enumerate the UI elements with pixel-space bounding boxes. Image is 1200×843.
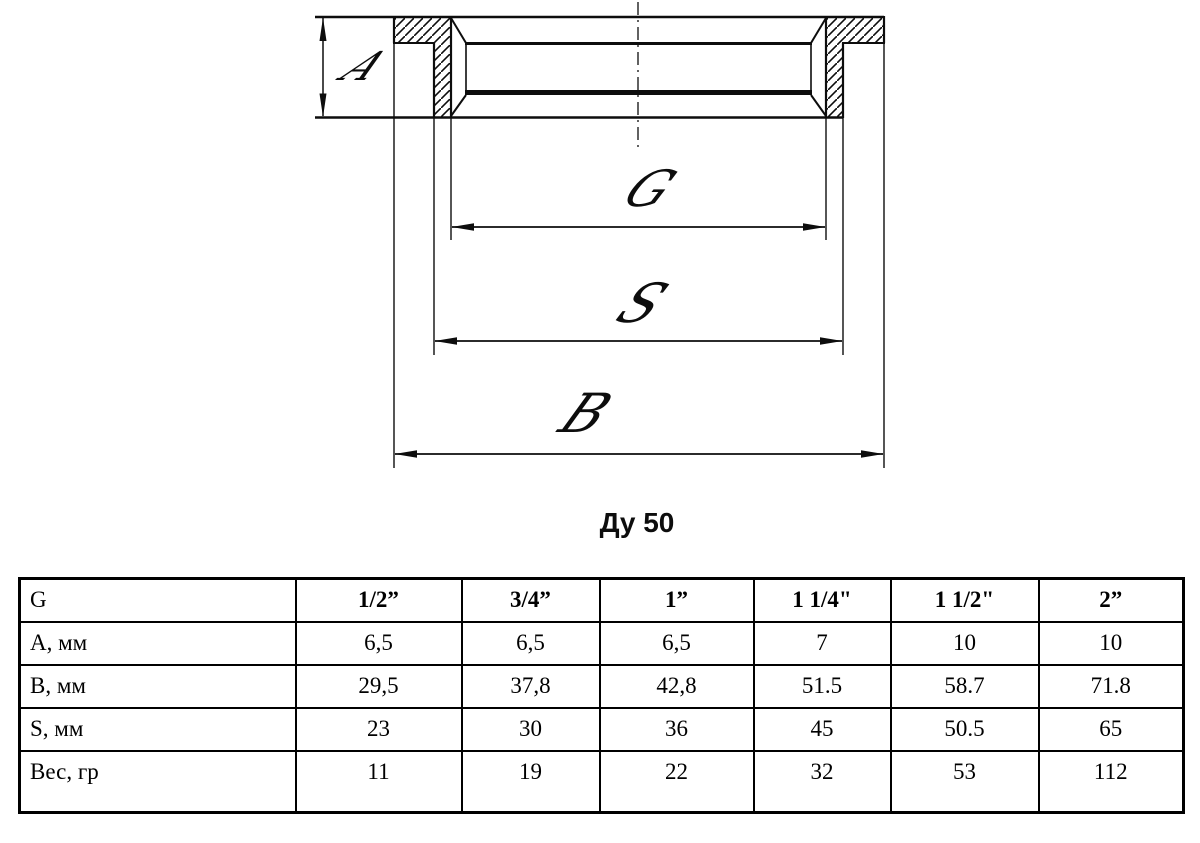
table-cell: 6,5 [600,622,754,665]
dim-b-label: B [549,381,623,446]
dim-s-label: S [605,272,679,335]
table-cell: 36 [600,708,754,751]
left-top-chamfer [451,18,466,43]
header-cell-size-3: 1” [600,579,754,622]
table-cell: 6,5 [296,622,462,665]
dimension-b [394,43,884,468]
table-row-weight [20,751,1184,813]
table-cell: 71.8 [1039,665,1184,708]
table-cell: 23 [296,708,462,751]
table-cell: 11 [296,751,462,813]
dim-b-arrow-left [395,450,418,457]
header-cell-size-5: 1 1/2" [891,579,1039,622]
dim-g-arrow-right [803,223,826,230]
table-cell: 53 [891,751,1039,813]
table-cell: 22 [600,751,754,813]
dim-g-arrow-left [452,223,475,230]
table-cell: 42,8 [600,665,754,708]
table-row-b [20,665,1184,708]
table-cell: 51.5 [754,665,891,708]
dim-a-arrow-down [320,94,327,118]
row-label: В, мм [20,665,296,708]
dimensions-table [18,577,1185,814]
table-cell: 10 [891,622,1039,665]
table-header-row [20,579,1184,622]
header-cell-g: G [20,579,296,622]
header-cell-size-2: 3/4” [462,579,600,622]
row-label: Вес, гр [20,751,296,813]
dim-s-arrow-right [820,337,843,344]
dim-a-label: A [328,43,400,91]
dim-a-arrow-up [320,18,327,42]
table-cell: 65 [1039,708,1184,751]
table-cell: 10 [1039,622,1184,665]
dim-b-arrow-right [861,450,884,457]
table-row-a [20,622,1184,665]
table-cell: 30 [462,708,600,751]
row-label: S, мм [20,708,296,751]
table-cell: 58.7 [891,665,1039,708]
drawing-caption: Ду 50 [599,507,675,538]
dim-g-label: G [613,159,687,219]
dim-s-arrow-left [435,337,458,344]
left-flange-section [394,17,451,117]
left-bottom-chamfer [451,95,466,116]
right-top-chamfer [811,18,826,43]
dimension-a [320,18,327,118]
header-cell-size-4: 1 1/4" [754,579,891,622]
header-cell-size-6: 2” [1039,579,1184,622]
table-cell: 29,5 [296,665,462,708]
table-cell: 19 [462,751,600,813]
header-cell-size-1: 1/2” [296,579,462,622]
right-flange-section [826,17,884,117]
table-cell: 45 [754,708,891,751]
table-cell: 6,5 [462,622,600,665]
right-bottom-chamfer [811,95,826,116]
table-cell: 50.5 [891,708,1039,751]
row-label: А, мм [20,622,296,665]
table-cell: 7 [754,622,891,665]
table-cell: 112 [1039,751,1184,813]
table-cell: 32 [754,751,891,813]
table-row-s [20,708,1184,751]
table-cell: 37,8 [462,665,600,708]
